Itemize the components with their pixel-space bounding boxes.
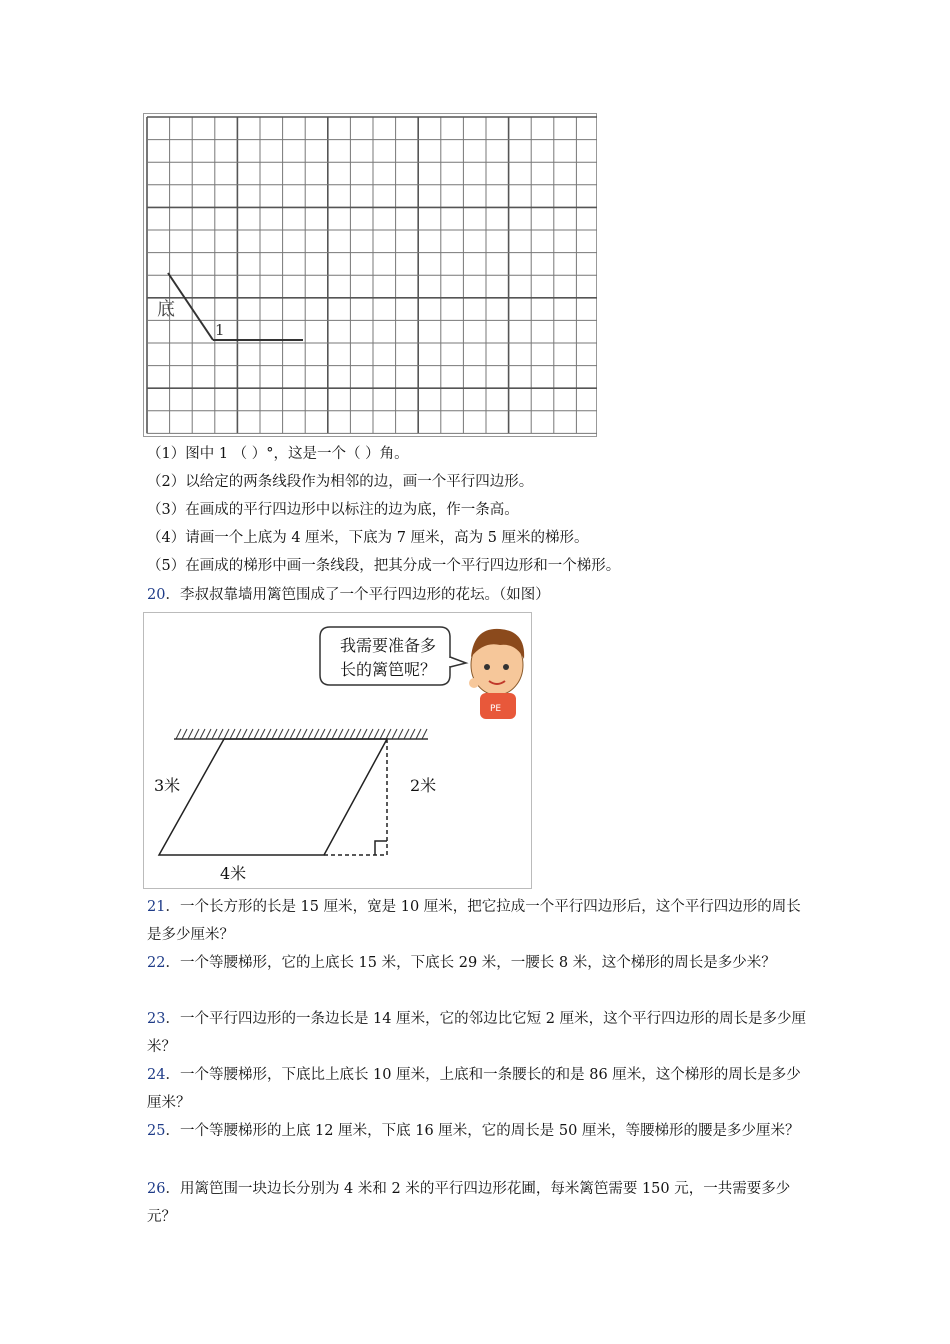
problem-text: ．一个平行四边形的一条边长是 14 厘米，它的邻边比它短 2 厘米，这个平行四边形的周长是多少厘米？ xyxy=(147,1011,807,1055)
label-height: 2米 xyxy=(410,776,437,795)
problem-text: ．一个长方形的长是 15 厘米，宽是 10 厘米，把它拉成一个平行四边形后，这个平行四边形的周长是多少厘米？ xyxy=(147,899,801,943)
label-bottom: 4米 xyxy=(220,864,247,883)
problem-number: 24 xyxy=(147,1067,166,1083)
grid-figure xyxy=(143,113,597,437)
angle-label: 1 xyxy=(215,321,225,339)
speech-bubble xyxy=(320,627,466,685)
problem-number: 25 xyxy=(147,1123,166,1139)
problem-text: ．一个等腰梯形，下底比上底长 10 厘米，上底和一条腰长的和是 86 厘米，这个梯形的周长是多少厘米？ xyxy=(147,1067,801,1111)
wall-hatching xyxy=(174,729,428,739)
problem-number: 26 xyxy=(147,1181,166,1197)
problem-text: ．一个等腰梯形，它的上底长 15 米，下底长 29 米，一腰长 8 米，这个梯形的周长是多少米？ xyxy=(165,955,776,971)
label-left-side: 3米 xyxy=(154,776,181,795)
boy-illustration xyxy=(469,629,524,719)
garden-figure xyxy=(143,612,532,889)
question-3: （3）在画成的平行四边形中以标注的边为底，作一条高。 xyxy=(147,502,519,518)
problem-number: 22 xyxy=(147,955,166,971)
base-label: 底 xyxy=(157,299,175,320)
question-1: （1）图中 1 （ ）°，这是一个（ ）角。 xyxy=(147,446,409,462)
problem-text: ．李叔叔靠墙用篱笆围成了一个平行四边形的花坛。（如图） xyxy=(165,587,550,603)
problem-25 xyxy=(147,1117,807,1145)
garden-diagram xyxy=(144,613,531,888)
shirt-text: PE xyxy=(490,704,502,714)
speech-line-1: 我需要准备多 xyxy=(340,636,437,655)
question-5: （5）在画成的梯形中画一条线段，把其分成一个平行四边形和一个梯形。 xyxy=(147,558,621,574)
problem-24 xyxy=(147,1061,807,1117)
speech-line-2: 长的篱笆呢？ xyxy=(340,660,437,679)
problem-26 xyxy=(147,1175,807,1231)
problem-text: ．一个等腰梯形的上底 12 厘米，下底 16 厘米，它的周长是 50 厘米，等腰梯形的腰是多少厘米？ xyxy=(165,1123,800,1139)
grid-diagram xyxy=(143,113,597,437)
problem-22 xyxy=(147,949,807,977)
problem-text: ．用篱笆围一块边长分别为 4 米和 2 米的平行四边形花圃，每米篱笆需要 150 元，一共需要多少元？ xyxy=(147,1181,791,1225)
parallelogram xyxy=(159,739,387,855)
problem-21 xyxy=(147,893,807,949)
question-2: （2）以给定的两条线段作为相邻的边，画一个平行四边形。 xyxy=(147,474,534,490)
problem-23 xyxy=(147,1005,807,1061)
problem-number: 21 xyxy=(147,899,166,915)
problem-20 xyxy=(147,585,550,605)
question-4: （4）请画一个上底为 4 厘米，下底为 7 厘米，高为 5 厘米的梯形。 xyxy=(147,530,589,546)
right-angle-mark xyxy=(375,841,387,855)
problem-number: 23 xyxy=(147,1011,166,1027)
problem-number: 20 xyxy=(147,587,166,603)
